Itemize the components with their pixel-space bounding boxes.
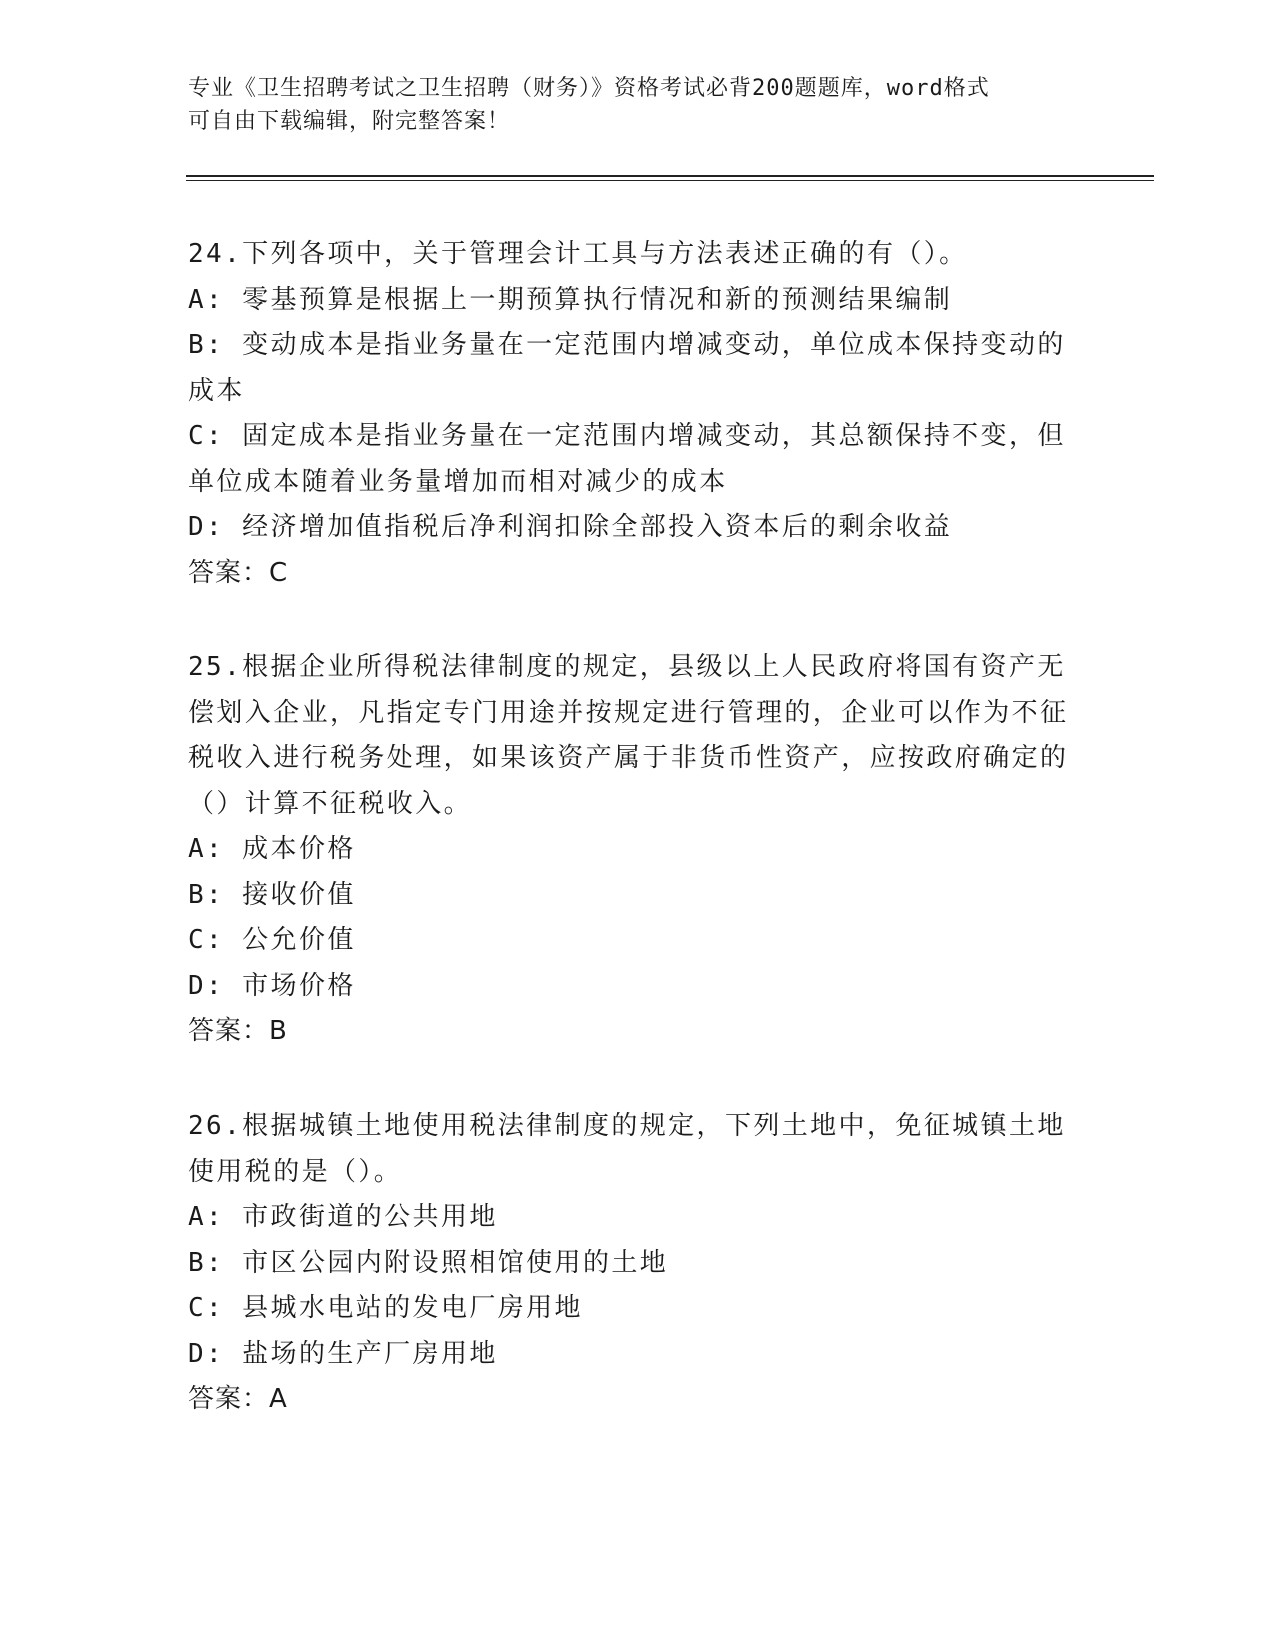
question-stem: 25.根据企业所得税法律制度的规定，县级以上人民政府将国有资产无偿划入企业，凡指定专门用途并按规定进行管理的，企业可以作为不征税收入进行税务处理，如果该资产属于非货币性资产，应按政府确定的（）计算不征税收入。 — [188, 652, 1069, 819]
option-a: A: 市政街道的公共用地 — [188, 1202, 498, 1232]
option-d: D: 市场价格 — [188, 970, 356, 1001]
answer: 答案：C — [188, 557, 289, 588]
question-stem: 24.下列各项中，关于管理会计工具与方法表述正确的有（）。 — [188, 239, 968, 269]
option-b: B: 接收价值 — [188, 879, 356, 910]
option-b: B: 变动成本是指业务量在一定范围内增减变动，单位成本保持变动的成本 — [188, 330, 1066, 406]
answer: 答案：A — [188, 1384, 288, 1414]
header-line-2: 可自由下载编辑，附完整答案！ — [188, 109, 511, 134]
option-d: D: 经济增加值指税后净利润扣除全部投入资本后的剩余收益 — [188, 512, 953, 542]
question-24 — [188, 232, 1088, 596]
option-a: A: 零基预算是根据上一期预算执行情况和新的预测结果编制 — [188, 284, 953, 315]
option-b: B: 市区公园内附设照相馆使用的土地 — [188, 1247, 669, 1278]
question-25 — [188, 645, 1088, 1055]
option-a: A: 成本价格 — [188, 834, 356, 864]
option-d: D: 盐场的生产厂房用地 — [188, 1338, 498, 1369]
option-c: C: 公允价值 — [188, 925, 356, 955]
header-divider — [186, 175, 1154, 181]
question-26 — [188, 1104, 1088, 1423]
page-header — [188, 72, 1068, 138]
option-c: C: 固定成本是指业务量在一定范围内增减变动，其总额保持不变，但单位成本随着业务量增加而相对减少的成本 — [188, 421, 1066, 497]
header-line-1: 专业《卫生招聘考试之卫生招聘（财务）》资格考试必背200题题库，word格式 — [188, 76, 990, 101]
question-stem: 26.根据城镇土地使用税法律制度的规定，下列土地中，免征城镇土地使用税的是（）。 — [188, 1111, 1066, 1187]
option-c: C: 县城水电站的发电厂房用地 — [188, 1293, 583, 1323]
answer: 答案：B — [188, 1016, 288, 1046]
